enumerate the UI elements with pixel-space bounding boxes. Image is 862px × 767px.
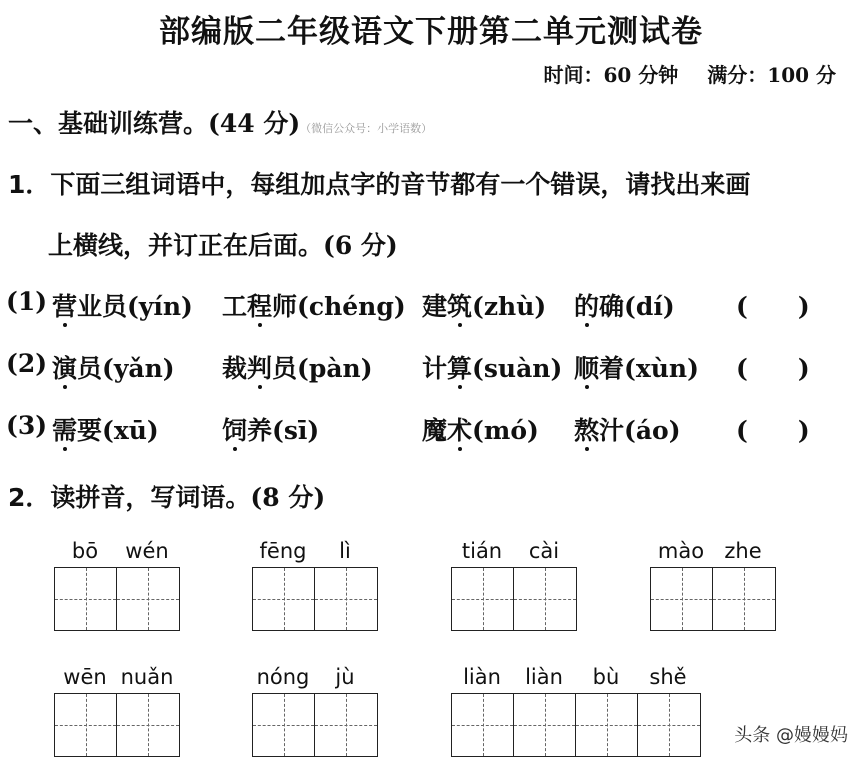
tianzige-grid <box>252 693 378 757</box>
writing-cell[interactable] <box>514 568 576 630</box>
word-rest: 要(xū) <box>77 416 159 445</box>
question-1-line1 <box>8 165 750 201</box>
word-rest: (mó) <box>472 416 539 445</box>
section-note: （微信公众号：小学语数） <box>300 122 433 135</box>
time-limit: 时间：60 分钟 <box>543 63 679 87</box>
tianzige-grid <box>451 567 577 631</box>
pinyin-label: bō <box>71 539 99 563</box>
dotted-character: 程 <box>247 292 273 321</box>
writing-cell[interactable] <box>576 694 638 756</box>
pinyin-label: shě <box>649 665 687 689</box>
word-item <box>52 287 193 323</box>
pinyin-label: zhe <box>724 539 762 563</box>
writing-cell[interactable] <box>253 568 315 630</box>
dotted-character: 的 <box>574 292 600 321</box>
pinyin-label: jù <box>335 665 355 689</box>
pinyin-label: liàn <box>525 665 563 689</box>
word-item <box>222 349 373 385</box>
dotted-character: 算 <box>447 354 473 383</box>
full-score: 满分：100 分 <box>707 63 836 87</box>
question-number: 2 <box>8 483 26 512</box>
word-rest: 业员(yín) <box>77 292 193 321</box>
writing-cell[interactable] <box>315 568 377 630</box>
pinyin-label: bù <box>592 665 620 689</box>
dotted-character: 判 <box>247 354 273 383</box>
word-rest: 养(sī) <box>247 416 320 445</box>
question-text: ．下面三组词语中，每组加点字的音节都有一个错误，请找出来画 <box>25 170 751 199</box>
exam-meta <box>522 59 836 88</box>
word-item <box>52 349 175 385</box>
word-prefix: 工 <box>222 292 248 321</box>
writing-cell[interactable] <box>315 694 377 756</box>
tianzige-grid <box>252 567 378 631</box>
pinyin-label: wēn <box>63 665 107 689</box>
writing-cell[interactable] <box>117 694 179 756</box>
writing-cell[interactable] <box>55 694 117 756</box>
word-rest: 汁(áo) <box>599 416 681 445</box>
pinyin-label: wén <box>125 539 169 563</box>
page-title: 部编版二年级语文下册第二单元测试卷 <box>159 14 703 50</box>
dotted-character: 顺 <box>574 354 600 383</box>
word-rest: (suàn) <box>472 354 563 383</box>
word-item <box>222 411 319 447</box>
question-number: 1 <box>8 170 26 199</box>
dotted-character: 需 <box>52 416 78 445</box>
dotted-character: 演 <box>52 354 78 383</box>
pinyin-label: lì <box>339 539 351 563</box>
answer-blank[interactable]: ( ) <box>736 416 810 445</box>
section-heading <box>8 104 432 140</box>
pinyin-label: mào <box>657 539 705 563</box>
section-label: 一、基础训练营。(44 分) <box>8 109 301 138</box>
word-item <box>52 411 159 447</box>
word-item <box>422 349 562 385</box>
row-label: (1) <box>6 287 48 316</box>
writing-cell[interactable] <box>514 694 576 756</box>
writing-cell[interactable] <box>452 694 514 756</box>
word-prefix: 建 <box>422 292 448 321</box>
tianzige-grid <box>650 567 776 631</box>
row-label: (2) <box>6 349 48 378</box>
answer-blank[interactable]: ( ) <box>736 354 810 383</box>
writing-cell[interactable] <box>651 568 713 630</box>
pinyin-label: nuǎn <box>120 665 174 689</box>
word-item <box>574 411 681 447</box>
writing-cell[interactable] <box>55 568 117 630</box>
dotted-character: 术 <box>447 416 473 445</box>
word-prefix: 裁 <box>222 354 248 383</box>
word-rest: 员(pàn) <box>272 354 373 383</box>
dotted-character: 营 <box>52 292 78 321</box>
word-item <box>422 287 546 323</box>
pinyin-label: nóng <box>256 665 310 689</box>
writing-cell[interactable] <box>253 694 315 756</box>
row-label: (3) <box>6 411 48 440</box>
word-item <box>574 349 699 385</box>
word-rest: 确(dí) <box>599 292 675 321</box>
writing-cell[interactable] <box>452 568 514 630</box>
writing-cell[interactable] <box>638 694 700 756</box>
dotted-character: 筑 <box>447 292 473 321</box>
question-1-line2: 上横线，并订正在后面。(6 分) <box>48 231 398 260</box>
word-rest: 师(chéng) <box>272 292 406 321</box>
pinyin-label: tián <box>461 539 503 563</box>
watermark: 头条 @嫚嫚妈 <box>734 721 848 747</box>
tianzige-grid <box>54 693 180 757</box>
word-item <box>422 411 539 447</box>
tianzige-grid <box>54 567 180 631</box>
pinyin-label: liàn <box>463 665 501 689</box>
word-prefix: 计 <box>422 354 448 383</box>
word-rest: 着(xùn) <box>599 354 699 383</box>
pinyin-label: cài <box>528 539 560 563</box>
word-rest: 员(yǎn) <box>77 354 175 383</box>
tianzige-grid <box>451 693 701 757</box>
word-item <box>574 287 675 323</box>
question-2 <box>8 478 325 514</box>
word-rest: (zhù) <box>472 292 547 321</box>
question-text: ．读拼音，写词语。(8 分) <box>25 483 326 512</box>
word-prefix: 魔 <box>422 416 448 445</box>
pinyin-label: fēng <box>259 539 307 563</box>
writing-cell[interactable] <box>713 568 775 630</box>
word-item <box>222 287 406 323</box>
dotted-character: 熬 <box>574 416 600 445</box>
answer-blank[interactable]: ( ) <box>736 292 810 321</box>
writing-cell[interactable] <box>117 568 179 630</box>
dotted-character: 饲 <box>222 416 248 445</box>
